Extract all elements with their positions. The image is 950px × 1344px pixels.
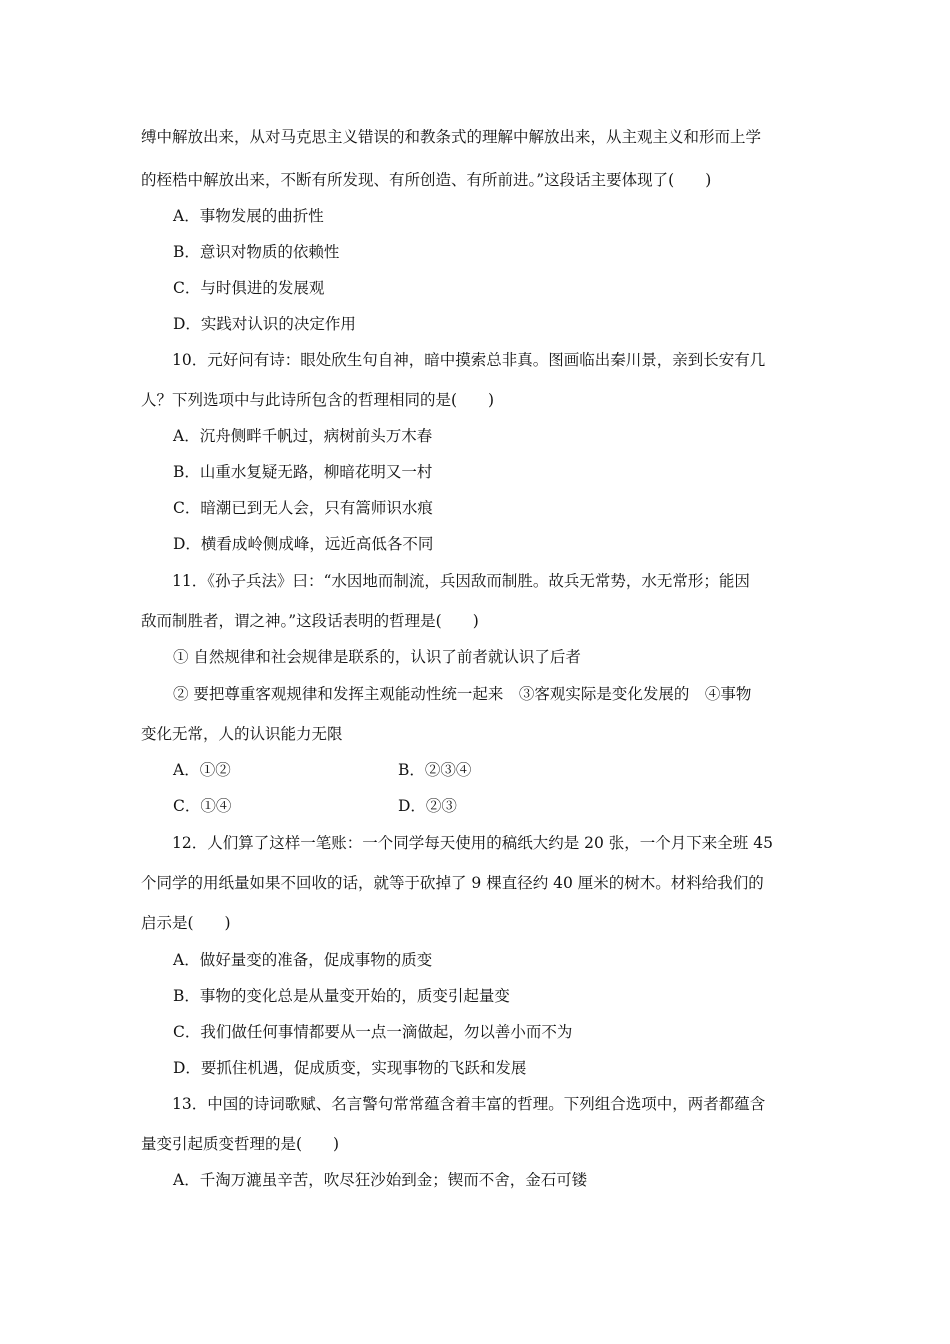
q13-option-a: A．千淘万漉虽辛苦，吹尽狂沙始到金；锲而不舍，金石可镂 xyxy=(173,1171,588,1189)
q11-text-line-1: 11．《孙子兵法》曰：“水因地而制流，兵因敌而制胜。故兵无常势，水无常形；能因 xyxy=(172,572,750,590)
q10-option-b: B．山重水复疑无路，柳暗花明又一村 xyxy=(173,463,433,481)
q12-option-b: B．事物的变化总是从量变开始的，质变引起量变 xyxy=(173,987,510,1005)
q11-option-a: A．①② xyxy=(173,761,231,779)
q10-option-c: C．暗潮已到无人会，只有篙师识水痕 xyxy=(173,499,433,517)
q9-option-b: B．意识对物质的依赖性 xyxy=(173,243,340,261)
q11-option-c: C．①④ xyxy=(173,797,232,815)
q11-option-d: D．②③ xyxy=(398,797,457,815)
q10-option-d: D．横看成岭侧成峰，远近高低各不同 xyxy=(173,535,434,553)
q9-option-a: A．事物发展的曲折性 xyxy=(173,207,324,225)
q13-text-line-2: 量变引起质变哲理的是( ) xyxy=(141,1135,340,1153)
q12-text-line-1: 12．人们算了这样一笔账：一个同学每天使用的稿纸大约是 20 张，一个月下来全班 45 xyxy=(172,834,773,852)
q12-text-line-3: 启示是( ) xyxy=(141,914,231,932)
q11-text-line-2: 敌而制胜者，谓之神。”这段话表明的哲理是( ) xyxy=(141,612,479,630)
q11-statement-3: 变化无常，人的认识能力无限 xyxy=(141,725,343,743)
q11-statement-2: ② 要把尊重客观规律和发挥主观能动性统一起来 ③客观实际是变化发展的 ④事物 xyxy=(173,685,752,703)
q12-option-c: C．我们做任何事情都要从一点一滴做起，勿以善小而不为 xyxy=(173,1023,573,1041)
q10-text-line-2: 人？下列选项中与此诗所包含的哲理相同的是( ) xyxy=(141,391,495,409)
q12-option-d: D．要抓住机遇，促成质变，实现事物的飞跃和发展 xyxy=(173,1059,527,1077)
q12-option-a: A．做好量变的准备，促成事物的质变 xyxy=(173,951,433,969)
q9-text-line-2: 的桎梏中解放出来，不断有所发现、有所创造、有所前进。”这段话主要体现了( ) xyxy=(141,171,712,189)
q10-option-a: A．沉舟侧畔千帆过，病树前头万木春 xyxy=(173,427,433,445)
q9-option-c: C．与时俱进的发展观 xyxy=(173,279,325,297)
q13-text-line-1: 13．中国的诗词歌赋、名言警句常常蕴含着丰富的哲理。下列组合选项中，两者都蕴含 xyxy=(172,1095,766,1113)
q9-option-d: D．实践对认识的决定作用 xyxy=(173,315,356,333)
q11-option-b: B．②③④ xyxy=(398,761,472,779)
q9-text-line-1: 缚中解放出来，从对马克思主义错误的和教条式的理解中解放出来，从主观主义和形而上学 xyxy=(141,128,762,146)
q11-statement-1: ① 自然规律和社会规律是联系的，认识了前者就认识了后者 xyxy=(173,648,581,666)
q10-text-line-1: 10．元好问有诗：眼处欣生句自神，暗中摸索总非真。图画临出秦川景，亲到长安有几 xyxy=(172,351,766,369)
q12-text-line-2: 个同学的用纸量如果不回收的话，就等于砍掉了 9 棵直径约 40 厘米的树木。材料给我们的 xyxy=(141,874,764,892)
